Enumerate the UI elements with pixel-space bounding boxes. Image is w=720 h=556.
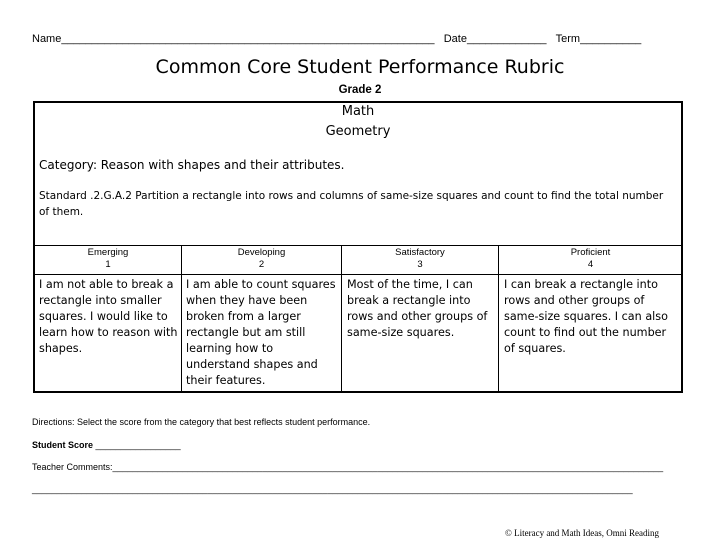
name-blank[interactable]: _____________________________________________________________ [61,33,435,45]
level-name: Satisfactory [395,247,445,258]
teacher-comments-blank[interactable]: ______________________________________________________________________________________________________________ [112,462,664,472]
copyright-notice: © Literacy and Math Ideas, Omni Reading [505,528,660,538]
name-date-term-header [32,33,641,45]
teacher-comments-row [32,462,663,472]
level-description-satisfactory: Most of the time, I can break a rectangle into rows and other groups of same-size squares. [347,278,488,339]
level-description-developing: I am able to count squares when they have been broken from a larger rectangle but am still learning how to understand shapes and their features. [186,278,336,387]
topic-heading: Geometry [325,124,391,139]
name-label: Name [32,33,62,45]
level-description-proficient: I can break a rectangle into rows and other groups of same-size squares. I can also count to find out the number of squares. [504,278,668,355]
student-score-label: Student Score [32,440,94,450]
student-score-row [32,440,181,450]
level-name: Emerging [87,247,129,258]
date-blank[interactable]: _____________ [466,33,547,45]
rubric-header-top-rule [33,245,683,246]
level-score: 1 [105,259,111,270]
rubric-header-bottom-rule [33,274,683,275]
directions-text: Directions: Select the score from the category that best reflects student performance. [32,417,371,427]
subject-heading: Math [341,104,375,119]
level-name: Proficient [570,247,611,258]
teacher-comments-label: Teacher Comments: [32,462,113,472]
category-text: Category: Reason with shapes and their attributes. [39,158,345,172]
term-blank[interactable]: __________ [580,33,642,45]
level-name: Developing [237,247,286,258]
level-description-emerging: I am not able to break a rectangle into smaller squares. I would like to learn how to reason with shapes. [39,278,178,355]
level-score: 4 [587,259,594,270]
student-score-blank[interactable]: _________________ [95,440,181,450]
level-header-developing [182,247,341,271]
rubric-title: Common Core Student Performance Rubric [155,56,565,78]
level-header-emerging [35,247,181,271]
term-label: Term [555,33,581,45]
level-score: 3 [417,259,423,270]
standard-text: Standard .2.G.A.2 Partition a rectangle into rows and columns of same-size squares and count to find the total number of them. [39,190,664,218]
level-header-satisfactory [342,247,498,271]
date-label: Date [443,33,467,45]
level-score: 2 [258,259,265,270]
level-header-proficient [499,247,682,271]
extra-comment-blank[interactable]: ________________________________________________________________________________________________________________________ [32,484,633,494]
grade-label: Grade 2 [338,84,382,96]
